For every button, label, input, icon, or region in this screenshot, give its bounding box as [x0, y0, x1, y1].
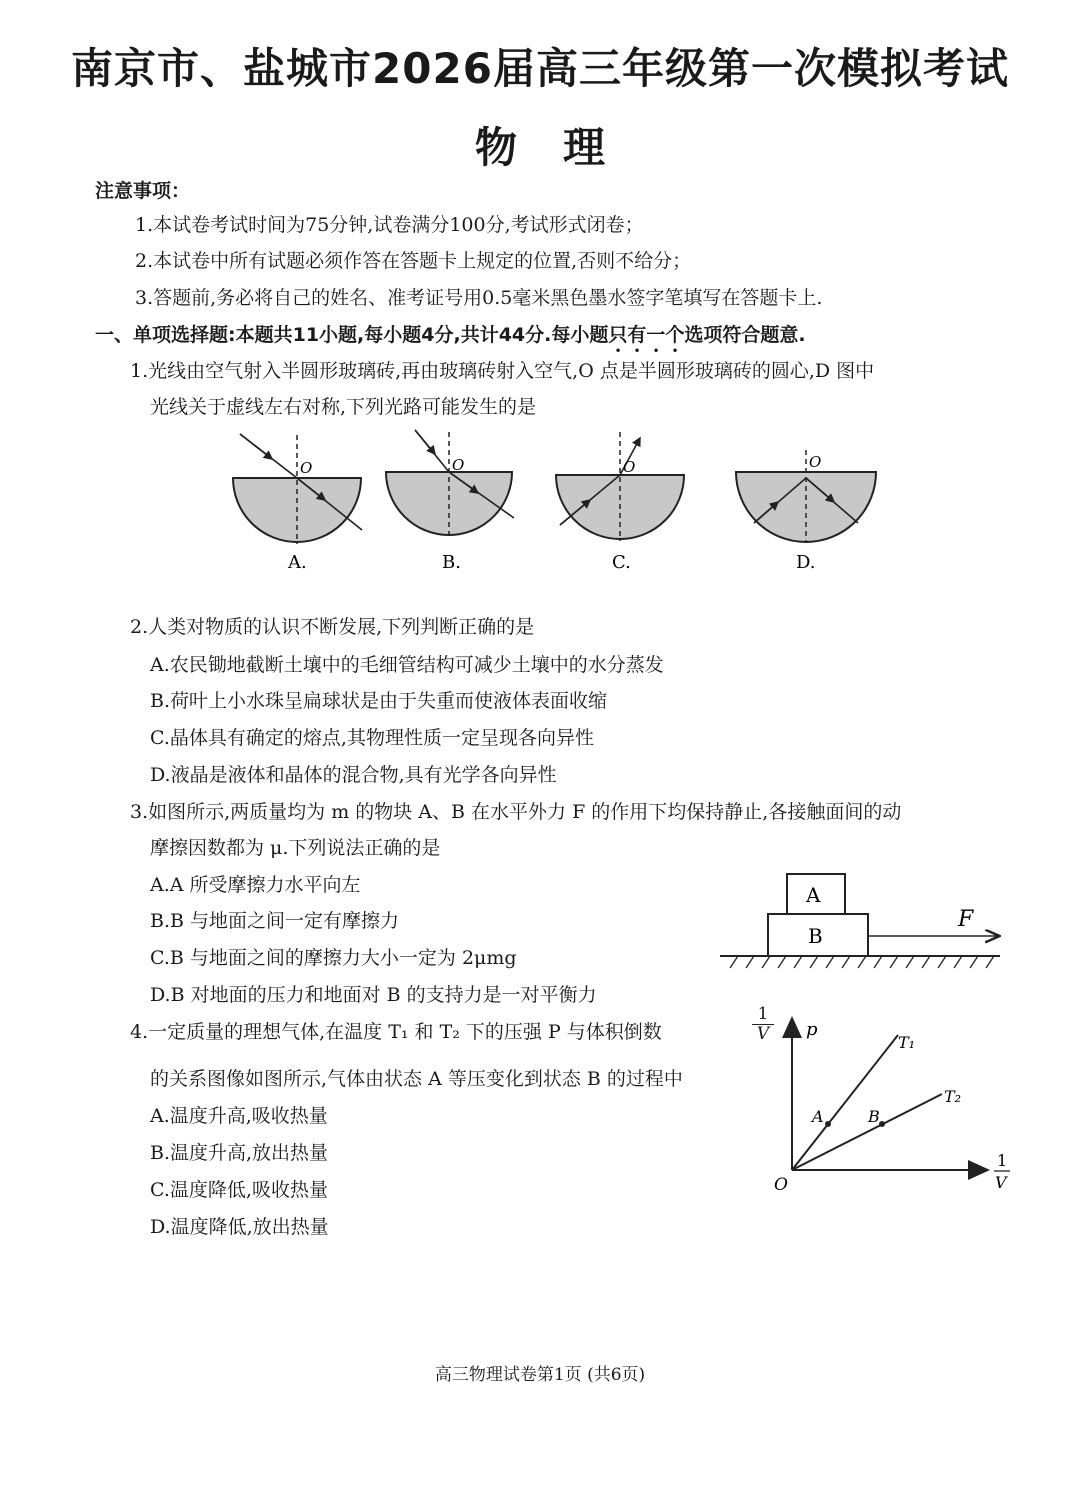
- q3-stem-line2: 摩擦因数都为 μ.下列说法正确的是: [150, 837, 441, 859]
- q1-figures: [0, 420, 1080, 590]
- q4-option-a: A.温度升高,吸收热量: [150, 1105, 328, 1127]
- q2-option-b: B.荷叶上小水珠呈扁球状是由于失重而使液体表面收缩: [150, 690, 608, 712]
- q4-stem-line1: [130, 1017, 662, 1044]
- x-axis-label-num: 1: [997, 1151, 1008, 1170]
- q4-option-c: C.温度降低,吸收热量: [150, 1179, 328, 1201]
- q4-graph: [770, 1010, 1030, 1200]
- q1-point-o-a: O: [300, 459, 313, 477]
- q1-stem-line1: 1.光线由空气射入半圆形玻璃砖,再由玻璃砖射入空气,O 点是半圆形玻璃砖的圆心,D 图中: [130, 360, 875, 382]
- q1-label-d: D.: [796, 552, 816, 573]
- q4-frac-den: V: [752, 1024, 774, 1044]
- q1-point-o-d: O: [809, 453, 822, 471]
- q4-frac-num: 1: [757, 1004, 769, 1024]
- point-b-label: B: [868, 1107, 880, 1126]
- origin-label: O: [774, 1175, 788, 1195]
- q1-point-o-c: O: [623, 458, 636, 476]
- subject-title: 物理: [474, 123, 651, 172]
- x-axis-label-den: V: [995, 1173, 1007, 1192]
- q3-option-c: C.B 与地面之间的摩擦力大小一定为 2μmg: [150, 947, 517, 969]
- isotherm-t1: [792, 1035, 898, 1170]
- q2-stem: 2.人类对物质的认识不断发展,下列判断正确的是: [130, 616, 535, 638]
- q1-label-b: B.: [442, 552, 461, 573]
- q2-option-c: C.晶体具有确定的熔点,其物理性质一定呈现各向异性: [150, 727, 594, 749]
- point-a-label: A: [812, 1107, 824, 1126]
- q3-figure: [700, 866, 1020, 976]
- q2-option-a: A.农民锄地截断土壤中的毛细管结构可减少土壤中的水分蒸发: [150, 654, 664, 676]
- q1-label-a: A.: [288, 552, 307, 573]
- section-heading-post: 选项符合题意.: [684, 324, 806, 346]
- notice-item-3: 3.答题前,务必将自己的姓名、准考证号用0.5毫米黑色墨水签字笔填写在答题卡上.: [135, 287, 823, 309]
- point-b: [879, 1121, 885, 1127]
- section-heading-emph: 只有一个: [608, 324, 685, 346]
- t1-label: T₁: [898, 1033, 916, 1052]
- y-axis-label: p: [806, 1019, 818, 1040]
- notice-item-1: 1.本试卷考试时间为75分钟,试卷满分100分,考试形式闭卷；: [135, 214, 644, 236]
- force-label: F: [958, 907, 974, 932]
- q4-stem-line2: 的关系图像如图所示,气体由状态 A 等压变化到状态 B 的过程中: [150, 1068, 683, 1090]
- q1-figure-b: [386, 430, 514, 538]
- section-heading-pre: 一、单项选择题:本题共11小题,每小题4分,共计44分.每小题: [95, 324, 609, 346]
- q1-stem-line2: 光线关于虚线左右对称,下列光路可能发生的是: [150, 396, 537, 418]
- q1-figure-c: [556, 432, 684, 541]
- point-a: [825, 1121, 831, 1127]
- exam-title: 南京市、盐城市2026届高三年级第一次模拟考试: [71, 44, 1009, 93]
- q1-label-c: C.: [612, 552, 631, 573]
- q3-option-d: D.B 对地面的压力和地面对 B 的支持力是一对平衡力: [150, 984, 597, 1006]
- q4-stem-line1-text: 4.一定质量的理想气体,在温度 T₁ 和 T₂ 下的压强 P 与体积倒数: [130, 1021, 662, 1043]
- q3-stem-line1: 3.如图所示,两质量均为 m 的物块 A、B 在水平外力 F 的作用下均保持静止,各接触面间的动: [130, 801, 902, 823]
- t2-label: T₂: [944, 1087, 962, 1106]
- q2-option-d: D.液晶是液体和晶体的混合物,具有光学各向异性: [150, 764, 557, 786]
- q4-option-b: B.温度升高,放出热量: [150, 1142, 329, 1164]
- q1-figure-a: [233, 434, 362, 544]
- q4-option-d: D.温度降低,放出热量: [150, 1216, 329, 1238]
- ground-hatch: [730, 956, 994, 968]
- notice-item-2: 2.本试卷中所有试题必须作答在答题卡上规定的位置,否则不给分；: [135, 250, 692, 272]
- notice-heading: 注意事项：: [95, 180, 191, 202]
- q1-point-o-b: O: [452, 456, 465, 474]
- section-heading: [95, 320, 806, 357]
- q1-figure-d: [736, 450, 876, 542]
- isotherm-t2: [792, 1094, 942, 1170]
- block-a-label: A: [806, 883, 821, 907]
- block-b-label: B: [808, 924, 823, 948]
- q3-option-b: B.B 与地面之间一定有摩擦力: [150, 910, 400, 932]
- page-footer: 高三物理试卷第1页 (共6页): [434, 1365, 646, 1385]
- q3-option-a: A.A 所受摩擦力水平向左: [150, 874, 361, 896]
